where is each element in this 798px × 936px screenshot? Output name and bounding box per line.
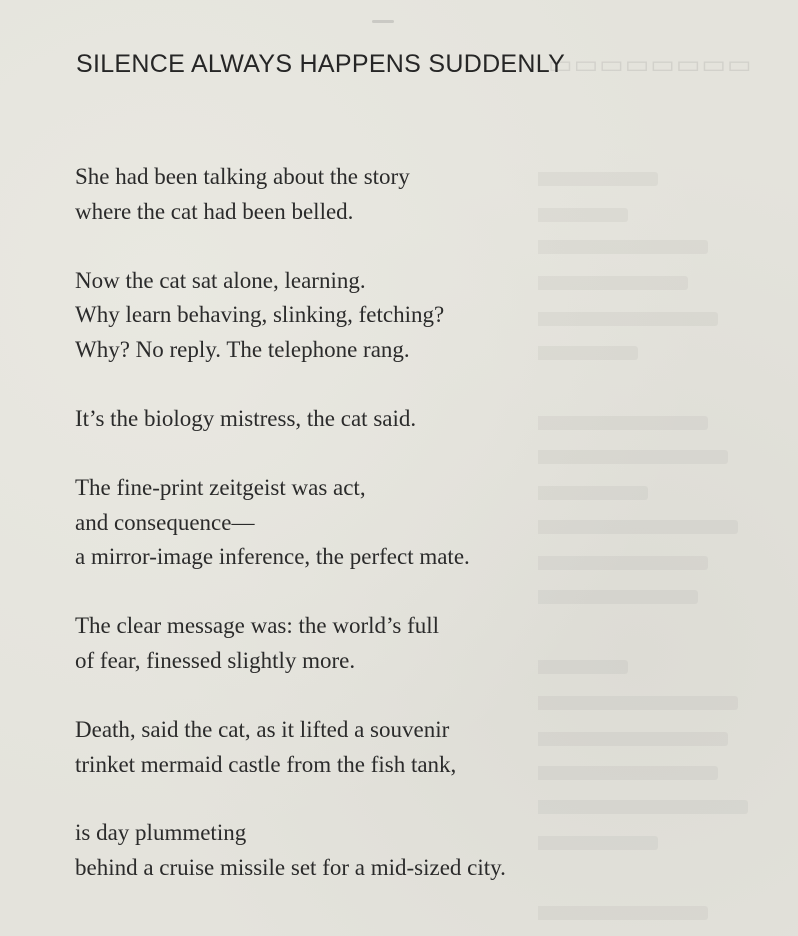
poem-line: It’s the biology mistress, the cat said. — [75, 405, 417, 431]
poem-title: SILENCE ALWAYS HAPPENS SUDDENLY — [76, 50, 566, 78]
stanza — [75, 816, 635, 886]
poem-line: behind a cruise missile set for a mid-sized city. — [75, 855, 506, 881]
poem-line: is day plummeting — [75, 820, 247, 846]
poem-line: a mirror-image inference, the perfect mate. — [75, 544, 470, 570]
poem-line: Now the cat sat alone, learning. — [75, 267, 366, 293]
poem-line: The fine-print zeitgeist was act, — [75, 474, 366, 500]
poem-line: Why learn behaving, slinking, fetching? — [75, 302, 445, 328]
stanza — [75, 264, 635, 368]
poem-line: She had been talking about the story — [75, 164, 410, 189]
poem-line: Why? No reply. The telephone rang. — [75, 337, 410, 363]
bleed-title-shape: ▭▭▭▭▭▭▭▭ — [548, 50, 753, 79]
poem-line: The clear message was: the world’s full — [75, 613, 440, 639]
poem-line: of fear, finessed slightly more. — [75, 647, 356, 673]
poem-line: Death, said the cat, as it lifted a souvenir — [75, 716, 450, 742]
paper-speck — [372, 20, 394, 23]
poem-line: and consequence— — [75, 509, 255, 535]
poem-line: where the cat had been belled. — [75, 198, 354, 224]
stanza — [75, 402, 635, 437]
stanza — [75, 471, 635, 575]
poem-line: trinket mermaid castle from the fish tank, — [75, 751, 457, 777]
poem-body — [75, 160, 635, 886]
stanza — [75, 713, 635, 783]
stanza — [75, 160, 635, 230]
stanza — [75, 609, 635, 679]
